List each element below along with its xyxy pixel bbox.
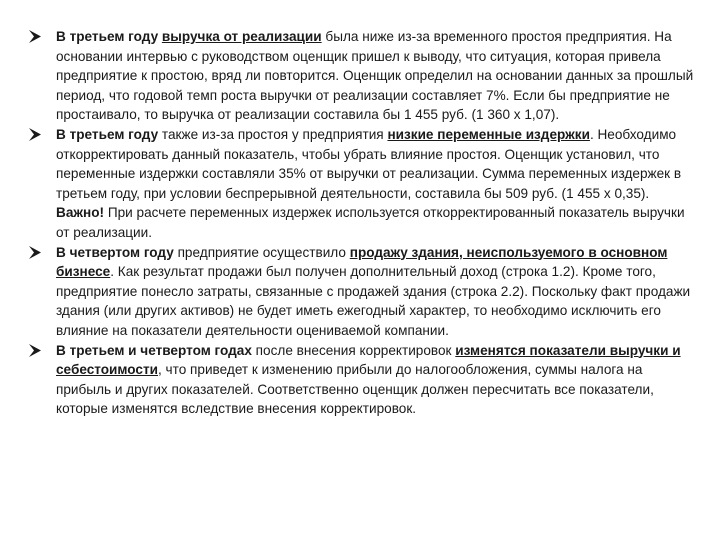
bullet-run: . Необходимо откорректировать данный показатель, чтобы убрать влияние простоя. Оценщик установил, что переменные издержки составляли 35% от выручки от реализации. Сумма переменных издержек в третьем году, при условии беспрерывной деятельности, составила бы 509 руб. (1 455 х 0,35). (56, 126, 682, 201)
bullet-run: Важно! (56, 205, 105, 221)
bullet-run: предприятие осуществило (173, 244, 350, 260)
arrow-bullet-icon (28, 245, 42, 260)
bullet-run: низкие переменные издержки (387, 126, 590, 142)
bullet-run: была ниже из-за временного простоя предприятия. На основании интервью с руководством оценщик пришел к выводу, что ситуация, которая привела предприятие к простою, вряд ли повторится. Оценщик определил на основании данных за прошлый период, что годовой темп роста выручки от реализации составляет 7%. Если бы предприятие не простаивало, то выручка от реализации составила бы 1 455 руб. (1 360 х 1,07). (56, 29, 694, 123)
arrow-bullet-icon (28, 343, 42, 358)
bullet-run: . Как результат продажи был получен дополнительный доход (строка 1.2). Кроме того, предприятие понесло затраты, связанные с продажей здания (строка 2.2). Поскольку факт продажи здания (или других активов) не будет иметь ежегодный характер, то необходимо исключить его влияние на показатели деятельности оцениваемой компании. (56, 264, 691, 338)
arrow-bullet-icon (28, 29, 42, 44)
bullet-run: В третьем году (56, 126, 159, 142)
bullet-item (28, 125, 698, 243)
bullet-run: продажу здания, неиспользуемого в основном бизнесе (56, 244, 668, 280)
bullet-run: также из-за простоя у предприятия (158, 126, 388, 142)
bullet-item (28, 243, 698, 341)
bullet-run: после внесения корректировок (251, 342, 456, 358)
bullet-run: изменятся показатели выручки и себестоимости (56, 342, 681, 378)
bullet-item (28, 27, 698, 125)
bullet-run: При расчете переменных издержек используется откорректированный показатель выручки от реализации. (56, 205, 685, 240)
bullet-run: , что приведет к изменению прибыли до налогообложения, суммы налога на прибыль и других показателей. Соответственно оценщик должен пересчитать все показатели, которые изменятся вследствие внесения корректировок. (56, 362, 654, 417)
bullet-item (28, 341, 698, 419)
bullet-run: В третьем году (56, 29, 162, 44)
bullet-run: В четвертом году (56, 244, 174, 260)
bullet-run: В третьем и четвертом годах (56, 342, 252, 358)
arrow-bullet-icon (28, 127, 42, 142)
bullet-run: выручка от реализации (161, 29, 322, 44)
bullet-list (28, 27, 698, 419)
